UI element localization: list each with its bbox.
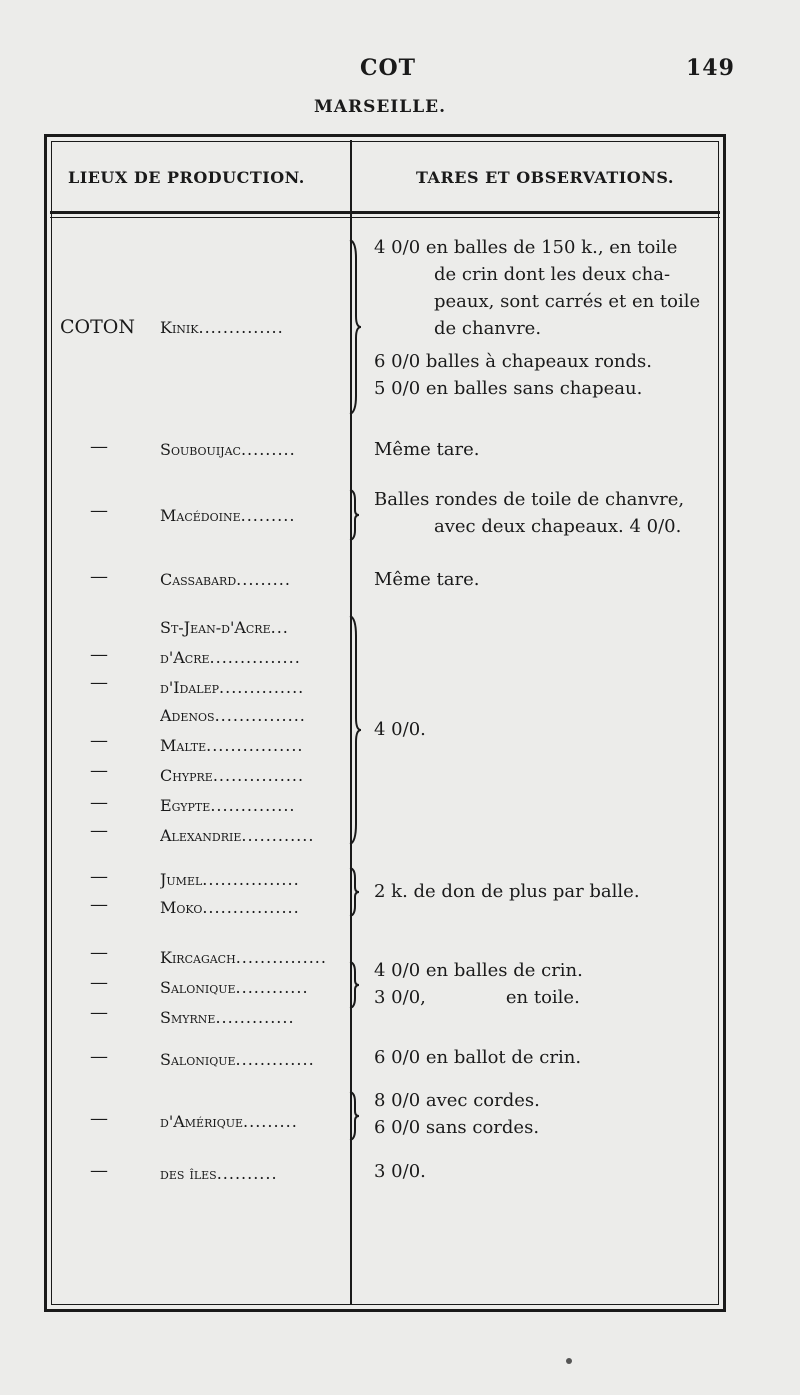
place-name: St-Jean-d'Acre <box>160 618 271 637</box>
leader-dots: ............. <box>235 1050 315 1069</box>
place-name: des îles <box>160 1164 217 1183</box>
place-name: Adenos <box>160 706 215 725</box>
place-name: Egypte <box>160 796 211 815</box>
place-name: d'Amérique <box>160 1112 244 1131</box>
leader-dots: ......... <box>236 570 291 589</box>
leader-dots: ................ <box>202 870 300 889</box>
place-name: Salonique <box>160 978 236 997</box>
obs-line: 8 0/0 avec cordes. <box>374 1090 540 1111</box>
dash: — <box>90 436 108 457</box>
dash: — <box>90 972 108 993</box>
obs-cassabard <box>374 566 479 593</box>
page-number: 149 <box>686 55 735 81</box>
leader-dots: ......... <box>243 1112 298 1131</box>
place-name: Moko <box>160 898 203 917</box>
leader-dots: ............... <box>209 648 301 667</box>
obs-line: 6 0/0 sans cordes. <box>374 1117 540 1138</box>
dash: — <box>90 760 108 781</box>
brace-macedoine <box>348 488 360 542</box>
obs-part: 3 0/0, <box>374 987 426 1008</box>
place-egypte <box>160 796 350 815</box>
place-soubouijac <box>160 440 350 459</box>
obs-line <box>374 984 583 1011</box>
place-name: Soubouijac <box>160 440 241 459</box>
obs-salonique-2: 6 0/0 en ballot de crin. <box>374 1047 582 1068</box>
brace-kircagach <box>348 960 360 1010</box>
dash: — <box>90 672 108 693</box>
leader-dots: ......... <box>240 506 296 525</box>
dash: — <box>90 866 108 887</box>
running-head: COT <box>360 55 417 81</box>
place-name: Kinik <box>160 318 199 337</box>
dash: — <box>90 644 108 665</box>
brace-kinik <box>348 238 362 416</box>
dash: — <box>90 730 108 751</box>
leader-dots: ... <box>270 618 289 637</box>
obs-line: 4 0/0 en balles de 150 k., en toile <box>374 237 678 258</box>
place-name: d'Acre <box>160 648 210 667</box>
obs-line: de chanvre. <box>434 318 542 339</box>
leader-dots: ............... <box>212 766 305 785</box>
place-adenos <box>160 706 350 725</box>
place-salonique-2 <box>160 1050 350 1069</box>
brace-amerique <box>348 1090 360 1142</box>
leader-dots: .......... <box>216 1164 278 1183</box>
obs-soubouijac <box>374 436 479 463</box>
city-heading: MARSEILLE. <box>313 97 447 117</box>
place-name: Macédoine <box>160 506 241 525</box>
leader-dots: ............ <box>235 978 309 997</box>
obs-line: peaux, sont carrés et en toile <box>434 291 701 312</box>
obs-line: Même tare. <box>374 439 480 460</box>
place-alexandrie <box>160 826 350 845</box>
obs-amerique <box>374 1087 540 1141</box>
dash: — <box>90 820 108 841</box>
obs-line: avec deux chapeaux. 4 0/0. <box>434 516 682 537</box>
dash: — <box>90 1108 108 1129</box>
leader-dots: ............... <box>214 706 306 725</box>
obs-macedoine <box>374 486 684 540</box>
obs-line: 4 0/0 en balles de crin. <box>374 960 583 981</box>
obs-levant: 4 0/0. <box>374 719 426 740</box>
dash: — <box>90 1046 108 1067</box>
dash: — <box>90 1160 108 1181</box>
leader-dots: .............. <box>210 796 296 815</box>
header-rule-thin <box>50 217 720 218</box>
place-damerique <box>160 1112 350 1131</box>
place-malte <box>160 736 350 755</box>
place-name: Chypre <box>160 766 213 785</box>
obs-kinik <box>374 234 700 402</box>
brace-levant <box>348 614 362 846</box>
place-name: Cassabard <box>160 570 237 589</box>
product-label: COTON <box>60 316 135 338</box>
obs-line: Balles rondes de toile de chanvre, <box>374 489 685 510</box>
place-kinik <box>160 318 350 337</box>
place-name: Salonique <box>160 1050 236 1069</box>
place-didalep <box>160 678 350 697</box>
obs-line: 5 0/0 en balles sans chapeau. <box>374 378 643 399</box>
leader-dots: ................ <box>206 736 304 755</box>
place-salonique-1 <box>160 978 350 997</box>
dash: — <box>90 500 108 521</box>
place-macedoine <box>160 506 350 525</box>
place-cassabard <box>160 570 350 589</box>
leader-dots: ............... <box>235 948 327 967</box>
dash: — <box>90 1002 108 1023</box>
dash: — <box>90 942 108 963</box>
leader-dots: ............. <box>215 1008 295 1027</box>
place-des-iles <box>160 1164 350 1183</box>
leader-dots: ......... <box>240 440 296 459</box>
leader-dots: .............. <box>198 318 284 337</box>
place-smyrne <box>160 1008 350 1027</box>
header-rule <box>50 211 720 214</box>
dash: — <box>90 566 108 587</box>
place-jumel <box>160 870 350 889</box>
ink-speck <box>566 1358 572 1364</box>
place-moko <box>160 898 350 917</box>
obs-jumel-moko: 2 k. de don de plus par balle. <box>374 881 640 902</box>
obs-des-iles: 3 0/0. <box>374 1161 426 1182</box>
brace-jumel-moko <box>348 866 360 918</box>
place-kircagach <box>160 948 350 967</box>
obs-line: 6 0/0 balles à chapeaux ronds. <box>374 351 652 372</box>
place-dacre <box>160 648 350 667</box>
obs-line: de crin dont les deux cha- <box>434 264 671 285</box>
leader-dots: ................ <box>202 898 300 917</box>
col1-header: LIEUX DE PRODUCTION. <box>68 168 305 187</box>
place-st-jean-dacre <box>160 618 350 637</box>
obs-part: en toile. <box>505 987 580 1008</box>
dash: — <box>90 894 108 915</box>
obs-kircagach <box>374 957 583 1011</box>
leader-dots: .............. <box>219 678 305 697</box>
leader-dots: ............ <box>241 826 315 845</box>
place-name: d'Idalep <box>160 678 220 697</box>
place-name: Malte <box>160 736 207 755</box>
place-name: Alexandrie <box>160 826 242 845</box>
dash: — <box>90 792 108 813</box>
place-chypre <box>160 766 350 785</box>
place-name: Kircagach <box>160 948 236 967</box>
col2-header: TARES ET OBSERVATIONS. <box>416 168 674 187</box>
obs-line: Même tare. <box>374 569 480 590</box>
place-name: Jumel <box>160 870 203 889</box>
place-name: Smyrne <box>160 1008 216 1027</box>
